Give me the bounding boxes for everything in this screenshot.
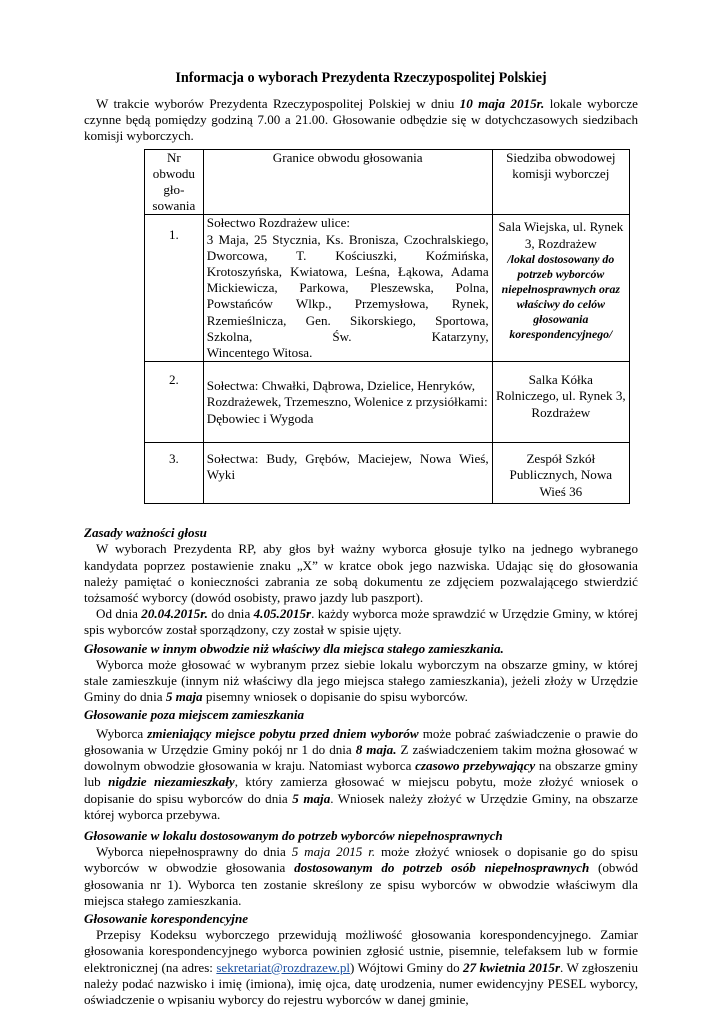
niep-date: 5 maja 2015 r.	[291, 844, 376, 860]
inny-obwod-date: 5 maja	[165, 689, 203, 705]
section-heading-korespondencyjne: Głosowanie korespondencyjne	[84, 910, 249, 926]
poza-emph-3: nigdzie niezamieszkały	[108, 774, 235, 790]
zasady-date-2: 4.05.2015r	[253, 606, 312, 622]
row-3-siedziba: Zespół Szkół Publicznych, Nowa Wieś 36	[492, 443, 629, 504]
niep-text-c: (obwód głosowania nr 1). Wyborca ten zostanie skreślony ze spisu wyborców w obwodzie właściwym dla miejsca stałego zamieszkania.	[84, 860, 638, 908]
section-heading-niepelnosprawni: Głosowanie w lokalu dostosowanym do potrzeb wyborców niepełnosprawnych	[84, 827, 503, 843]
zasady-paragraph-2	[84, 606, 638, 638]
niep-text-a: Wyborca niepełnosprawny do dnia	[96, 844, 292, 860]
intro-text-1: W trakcie wyborów Prezydenta Rzeczypospolitej Polskiej w dniu	[96, 96, 460, 111]
table-row	[145, 362, 630, 443]
row-1-siedziba-note: /lokal dostosowany do potrzeb wyborców niepełnosprawnych oraz właściwy do celów głosowania korespondencyjnego/	[501, 251, 620, 341]
row-1-granice-line1: Sołectwo Rozdrażew ulice:	[206, 215, 351, 231]
zasady-text-c: . każdy wyborca może sprawdzić w Urzędzie Gminy, w której spis wyborców został sporządzony, czy został w spisie ujęty.	[84, 606, 638, 638]
row-2-nr: 2.	[145, 362, 204, 443]
header-siedziba: Siedziba obwodowej komisji wyborczej	[492, 149, 629, 215]
zasady-text-b: do dnia	[207, 606, 254, 622]
districts-table	[144, 149, 630, 505]
email-link[interactable]: sekretariat@rozdrazew.pl	[216, 959, 351, 975]
poza-text-f: . Wniosek należy złożyć w Urzędzie Gminy, na obszarze której wyborca przebywa.	[84, 790, 638, 822]
row-3-granice: Sołectwa: Budy, Grębów, Maciejew, Nowa Wieś, Wyki	[203, 443, 492, 504]
niep-text-b: może złożyć wniosek o dopisanie go do spisu wyborców w obwodzie głosowania	[84, 844, 638, 876]
row-1-granice-last: Wincentego Witosa.	[206, 345, 313, 361]
poza-emph-1: zmieniający miejsce pobytu przed dniem wyborów	[147, 725, 419, 741]
poza-emph-2: czasowo przebywający	[415, 758, 536, 774]
row-2-siedziba: Salka Kółka Rolniczego, ul. Rynek 3, Rozdrażew	[492, 362, 629, 443]
table-row	[145, 215, 630, 362]
section-heading-poza-miejscem: Głosowanie poza miejscem zamieszkania	[84, 707, 305, 723]
poza-date-1: 8 maja.	[355, 741, 397, 757]
poza-text-d: na obszarze gminy lub	[84, 758, 638, 790]
poza-text-c: Z zaświadczeniem takim można głosować w dowolnym obwodzie głosowania w kraju. Natomiast wyborca	[84, 741, 638, 774]
section-heading-zasady: Zasady ważności głosu	[84, 525, 207, 541]
intro-text-2: lokale wyborcze czynne będą pomiędzy godziną 7.00 a 21.00. Głosowanie odbędzie się w dotychczasowych siedzibach komisji wyborczych.	[84, 96, 638, 144]
section-heading-inny-obwod: Głosowanie w innym obwodzie niż właściwy dla miejsca stałego zamieszkania.	[84, 640, 504, 656]
inny-obwod-paragraph	[84, 657, 638, 706]
inny-obwod-text-a: Wyborca może głosować w wybranym przez siebie lokalu wyborczym na obszarze gminy, w której stale zamieszkuje (innym niż właściwy dla jego miejsca stałego zamieszkania), jeżeli złoży w Urzędzie Gminy do dnia	[84, 656, 638, 705]
poza-miejscem-paragraph	[84, 726, 638, 823]
kor-text-c: . W zgłoszeniu należy podać nazwisko i imię (imiona), imię ojca, datę urodzenia, numer ewidencyjny PESEL wyborcy, oświadczenie o wpisaniu wyborcy do rejestru wyborców w danej gminie,	[84, 959, 638, 1007]
row-1-granice-streets: 3 Maja, 25 Stycznia, Ks. Bronisza, Czochralskiego, Dworcowa, T. Kościuszki, Koźmińska, Krotoszyńska, Kwiatowa, Leśna, Łąkowa, Adama Mickiewicza, Parkowa, Pleszewska, Polna, Powstańców Wlkp., Przemysłowa, Rynek, Rzemieślnicza, Gen. Sikorskiego, Sportowa, Szkolna, Św. Katarzyny,	[206, 231, 489, 344]
zasady-paragraph-1: W wyborach Prezydenta RP, aby głos był ważny wyborca głosuje tylko na jednego wybranego kandydata poprzez postawienie znaku „X” w kratce obok jego nazwiska. Udając się do głosowania należy pamiętać o konieczności zabrania ze sobą dokumentu ze zdjęciem pozwalającego stwierdzić tożsamość wyborcy (dowód osobisty, prawo jazdy lub paszport).	[84, 541, 638, 606]
row-3-nr: 3.	[145, 443, 204, 504]
table-row	[145, 443, 630, 504]
poza-text-a: Wyborca	[96, 725, 148, 741]
niep-emph: dostosowanym do potrzeb osób niepełnosprawnych	[294, 860, 590, 876]
table-header-row	[145, 149, 630, 215]
poza-text-b: może pobrać zaświadczenie o prawie do głosowania w Urzędzie Gminy pokój nr 1 do dnia	[84, 725, 638, 757]
election-date: 10 maja 2015r.	[459, 96, 545, 111]
korespondencyjne-paragraph	[84, 927, 638, 1008]
row-2-granice: Sołectwa: Chwałki, Dąbrowa, Dzielice, Henryków, Rozdrażewek, Trzemeszno, Wolenice z przysiółkami: Dębowiec i Wygoda	[203, 362, 492, 443]
document-page	[84, 58, 638, 1008]
kor-text-b: ) Wójtowi Gminy do	[350, 959, 464, 975]
header-granice	[203, 149, 492, 215]
header-nr: Nr obwodu gło-sowania	[145, 149, 204, 215]
poza-text-e: , który zamierza głosować w miejscu pobytu, może złożyć wniosek o dopisanie do spisu wyborców do dnia	[84, 774, 638, 806]
inny-obwod-text-b: pisemny wniosek o dopisanie do spisu wyborców.	[202, 689, 468, 705]
zasady-date-1: 20.04.2015r.	[141, 606, 208, 622]
document-title: Informacja o wyborach Prezydenta Rzeczypospolitej Polskiej	[175, 70, 547, 86]
poza-date-2: 5 maja	[292, 790, 331, 806]
zasady-text-a: Od dnia	[96, 606, 142, 622]
intro-paragraph	[84, 96, 638, 145]
kor-text-a: Przepisy Kodeksu wyborczego przewidują możliwość głosowania korespondencyjnego. Zamiar głosowania korespondencyjnego wyborca powinien zgłosić ustnie, pisemnie, telefaksem lub w formie elektronicznej (na adres:	[84, 927, 638, 975]
row-1-siedziba-address: Sala Wiejska, ul. Rynek 3, Rozdrażew	[498, 219, 624, 251]
row-1-granice	[203, 215, 492, 362]
header-granice-text: Granice obwodu głosowania	[272, 149, 423, 165]
row-1-nr: 1.	[145, 215, 204, 362]
niepelnosprawni-paragraph	[84, 844, 638, 909]
kor-date: 27 kwietnia 2015r	[463, 959, 561, 975]
row-1-siedziba	[492, 215, 629, 362]
